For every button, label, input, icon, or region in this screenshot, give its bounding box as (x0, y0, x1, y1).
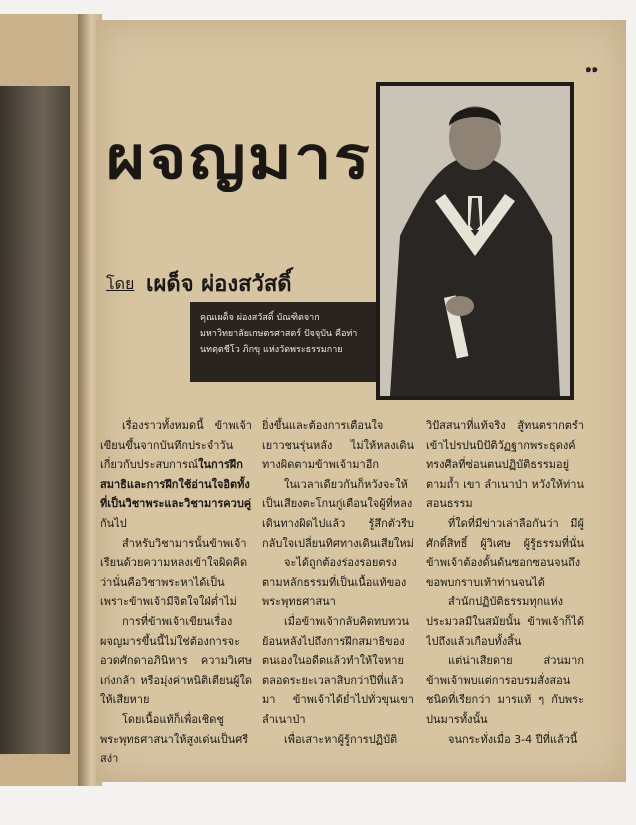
graduate-portrait-graphic (380, 86, 570, 396)
col2-paragraph-1: ยิ่งขึ้นและต้องการเตือนใจเยาวชนรุ่นหลัง ไม่ให้หลงเดินทางผิดตามข้าพเจ้ามาอีก (262, 419, 414, 472)
facing-page (0, 14, 84, 786)
col3-paragraph-1: วิปัสสนาที่แท้จริง สู้ทนตรากตรำเข้าไปรปนบิปัติวัฏฐากพระธุดงค์ทรงศีลที่ซ่อนตนปฏิบัติธรรมอยู่ตามถ้ำ เขา ลำเนาป่า หวังให้ท่านสอนธรรม (426, 419, 584, 511)
article-column-2 (262, 416, 414, 772)
col2-paragraph-3: จะได้ถูกต้องร่องรอยตรงตามหลักธรรมที่เป็นเนื้อแท้ของพระพุทธศาสนา (262, 556, 407, 609)
author-photo (380, 86, 570, 396)
col1-paragraph-1 (100, 416, 252, 534)
col1-paragraph-3: การที่ข้าพเจ้าเขียนเรื่องผจญมารขึ้นนี้ไม่ใช่ต้องการจะอวดศักดาอภินิหาร ความวิเศษเก่งกล้า หรือมุ่งค่าหนิติเตียนผู้ใดให้เสียหาย (100, 614, 252, 707)
article-headline: ผจญมาร (106, 124, 373, 192)
byline-prefix: โดย (106, 274, 135, 293)
article-column-1 (100, 416, 252, 772)
col1-p1-end-text: กันไป (100, 516, 127, 530)
facing-page-photo (0, 86, 70, 754)
page-number: ๑๑ (585, 64, 598, 75)
col2-paragraph-2: ในเวลาเดียวกันก็หวังจะให้เป็นเสียงตะโกนกู่เตือนใจผู้ที่หลงเดินทางผิดไปแล้ว รู้สึกตัวรีบกลับใจเปลี่ยนทิศทางเดินเสียใหม่ (262, 477, 414, 550)
col3-paragraph-2: ที่ใดที่มีข่าวเล่าลือกันว่า มีผู้ศักดิ์สิทธิ์ ผู้วิเศษ ผู้รู้ธรรมที่นั่นข้าพเจ้าต้องดั้นด้นซอกซอนจนถึง ขอพบกราบเท้าท่านจนได้ (426, 516, 584, 589)
article-column-3 (426, 416, 584, 772)
col1-p1-bold-text: ในการฝึกสมาธิและการฝึกใช้อ่านใจอิตทั้งที่เป็นวิชาพระและวิชามารควบคู่ (100, 458, 252, 511)
photo-caption: คุณเผด็จ ผ่องสวัสดิ์ บัณฑิตจากมหาวิทยาลัยเกษตรศาสตร์ ปัจจุบัน คือท่านทตฺตชีโว ภิกขุ แห่งวัดพระธรรมกาย (190, 302, 378, 382)
author-name: เผด็จ ผ่องสวัสดิ์ (146, 272, 292, 297)
col1-paragraph-4: โดยเนื้อแท้ก็เพื่อเชิดชูพระพุทธศาสนาให้สูงเด่นเป็นศรีสง่า (100, 712, 249, 766)
col1-p1-text: เรื่องราวทั้งหมดนี้ ข้าพเจ้าเขียนขึ้นจากบันทึกประจำวันเกี่ยวกับประสบการณ์ (100, 419, 252, 472)
col2-paragraph-4: เมื่อข้าพเจ้ากลับคิดทบทวนย้อนหลังไปถึงการฝึกสมาธิของตนเองในอดีตแล้วทำให้ใจหายตลอดระยะเวลาสิบกว่าปีที่แล้วมา ข้าพเจ้าได้ย่ำไปทั่วขุนเขาลำเนาป่า (262, 614, 414, 726)
col1-paragraph-2: สำหรับวิชามารนั้นข้าพเจ้าเรียนด้วยความหลงเข้าใจผิดคิดว่านั่นคือวิชาพระหาได้เป็นเพราะข้าพเจ้ามีจิตใจใฝ่ต่ำไม่ (100, 536, 248, 609)
col3-paragraph-3: สำนักปฏิบัติธรรมทุกแห่งประมวลมีในสมัยนั้น ข้าพเจ้าก็ได้ไปถึงแล้วเกือบทั้งสิ้น (426, 595, 584, 648)
col2-paragraph-5: เพื่อเสาะหาผู้รู้การปฏิบัติ (284, 732, 398, 746)
magazine-page (96, 20, 626, 782)
col3-paragraph-4: แต่น่าเสียดาย ส่วนมากข้าพเจ้าพบแต่การอบรมสั่งสอนชนิดที่เรียกว่า มารแท้ ๆ กับพระปนมารทั้งนั้น (426, 654, 584, 726)
byline (106, 266, 376, 296)
col3-paragraph-5: จนกระทั่งเมื่อ 3-4 ปีที่แล้วนี้ (448, 732, 578, 746)
author-photo-frame (376, 82, 574, 400)
